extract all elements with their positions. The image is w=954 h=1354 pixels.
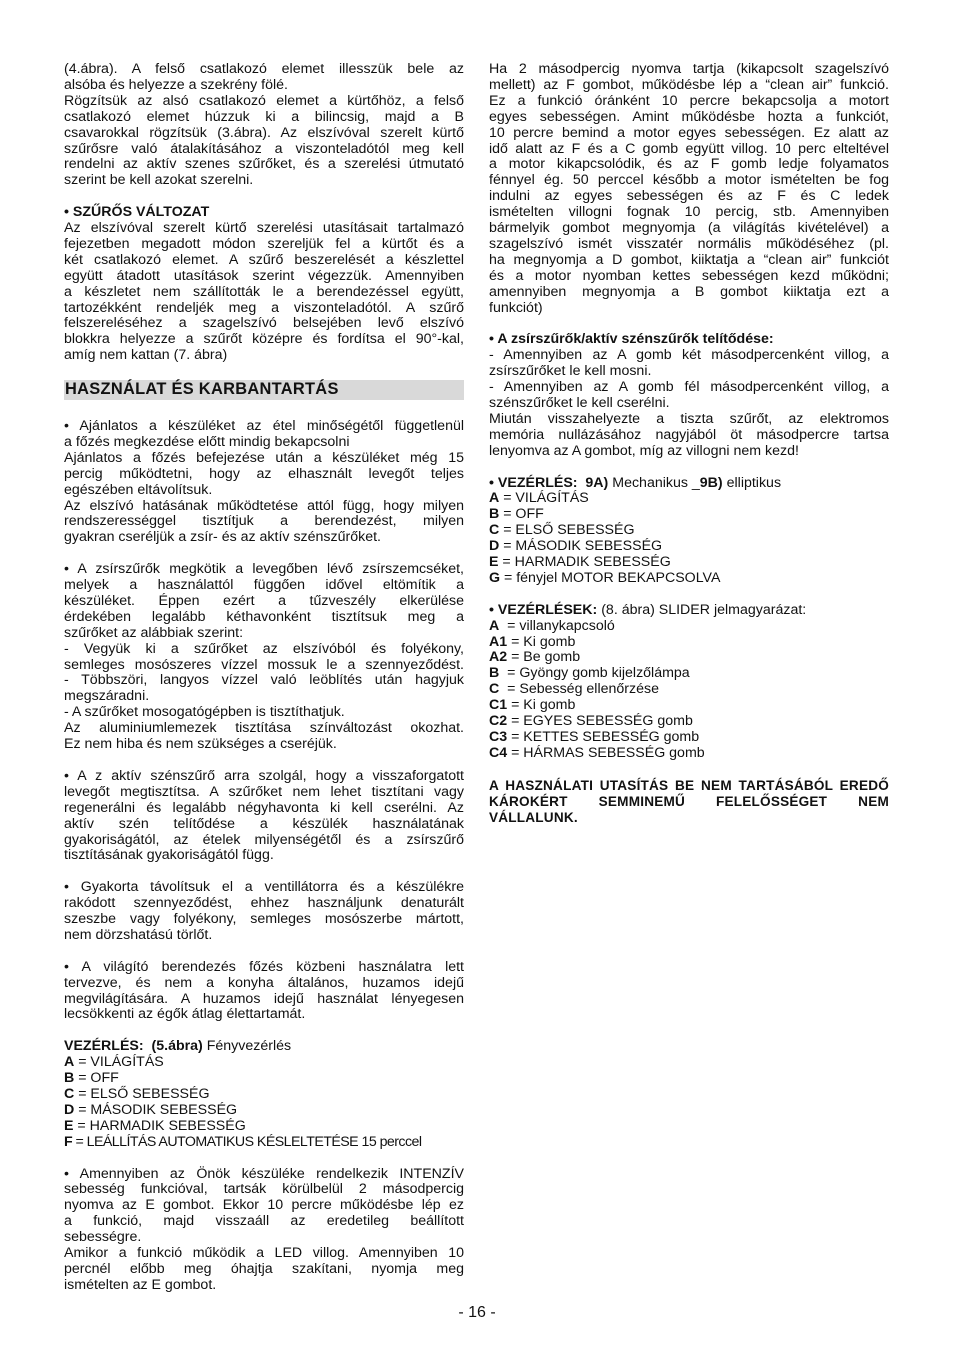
text-line: blokkra helyezze a szűrőt középre és fordítsa el 90°-kal,	[64, 331, 464, 348]
text-line: melyek a használattól függően idővel eltömítik a	[64, 577, 464, 594]
controls-label: • VEZÉRLÉS:	[489, 474, 578, 491]
text-line: A HASZNÁLATI UTASÍTÁS BE NEM TARTÁSÁBÓL EREDŐ	[489, 777, 889, 793]
text-line: megszáradni.	[64, 688, 150, 705]
text-line: aktív szén telítődése a készülék használatának	[64, 815, 464, 832]
text-line: VÁLLALUNK.	[489, 809, 578, 825]
control-key: B	[489, 506, 500, 523]
text-line: lecsökkenti az égők átlag élettartamát.	[64, 1006, 306, 1023]
control-value: = fényjel MOTOR BEKAPCSOLVA	[500, 569, 721, 586]
control-value: = VILÁGÍTÁS	[74, 1054, 164, 1071]
control-key: A2	[489, 649, 508, 666]
controls-desc: (8. ábra) SLIDER jelmagyarázat:	[601, 601, 807, 618]
paragraph-usage	[64, 419, 464, 546]
control-item	[489, 507, 889, 523]
text-line: és a motor nyomban kettes sebességen kezd működni;	[489, 267, 889, 284]
text-line: amennyiben megnyomja a B gombot kiiktatja ezt a	[489, 283, 889, 300]
text-line: fénnyel ég. 50 perccel később a motor ismételten be fog	[489, 172, 889, 189]
text-line: • A z aktív szénszűrő arra szolgál, hogy a visszaforgatott	[64, 767, 464, 784]
slider-title	[489, 603, 889, 619]
control-key: F	[64, 1133, 73, 1150]
paragraph-grease-filters	[64, 562, 464, 753]
text-line: - Amennyiben az A gomb fél másodpercenként villog, a	[489, 379, 889, 396]
slider-item	[489, 746, 889, 762]
paragraph-carbon-filter	[64, 769, 464, 864]
controls-label: • VEZÉRLÉSEK:	[489, 601, 598, 618]
text-line: levegőt megtisztítsa. A szűrőket nem lehet tisztítani vagy	[64, 783, 464, 800]
control-value: = villanykapcsoló	[499, 617, 615, 634]
text-line: gyakoriságától, az ételek milyenségétől és a zsírszűrő	[64, 831, 464, 848]
control-key: B	[64, 1070, 75, 1087]
text-line: ha megnyomja a D gombot, kiiktatja a “clean air” funkciót	[489, 251, 889, 268]
paragraph-clean-air	[489, 62, 889, 317]
control-value: = Ki gomb	[507, 697, 576, 714]
text-line: - Vegyük ki a szűrőket az elszívóból és folyékony,	[64, 640, 464, 657]
controls-label: VEZÉRLÉS:	[64, 1038, 144, 1055]
text-line: • A zsírszűrők megkötik a levegőben lévő zsírszemcséket,	[64, 561, 464, 578]
control-key: C	[489, 522, 500, 539]
control-key: C4	[489, 744, 508, 761]
controls-desc: Fényvezérlés	[206, 1038, 292, 1055]
paragraph-installation	[64, 62, 464, 189]
paragraph-filter-version	[64, 205, 464, 364]
text-line: Az aluminiumlemezek tisztítása színváltozást okozhat.	[64, 720, 464, 737]
text-line: csatlakozó elemet húzzuk ki a bilincsig, majd a B	[64, 108, 464, 125]
control-item	[489, 523, 889, 539]
control-item	[64, 1071, 464, 1087]
text-line: mellett) az F gombot, működésbe lép a “clean air” funkció.	[489, 76, 889, 93]
control-key: A1	[489, 633, 508, 650]
text-line: a főzés megkezdése előtt mindig bekapcsolni	[64, 433, 350, 450]
text-line: Ajánlatos a főzés befejezése után a készüléket még 15	[64, 449, 464, 466]
control-value: = ELSŐ SEBESSÉG	[499, 522, 635, 539]
text-line: alsóba és helyezze a szekrény fölé.	[64, 76, 288, 93]
text-line: nem dörzshatású törlőt.	[64, 926, 213, 943]
slider-item	[489, 698, 889, 714]
control-value: = HARMADIK SEBESSÉG	[73, 1117, 246, 1134]
text-line: rendszerességgel tisztítjuk a berendezést, milyen	[64, 513, 464, 530]
text-line: funkciót)	[489, 299, 543, 316]
text-line: Az elszívóval szerelt kürtő szerelési utasításait tartalmazó	[64, 220, 464, 237]
control-key: C	[489, 681, 500, 698]
paragraph-intensive	[64, 1167, 464, 1294]
text-line: • Ajánlatos a készüléket az étel minőségétől függetlenül	[64, 418, 464, 434]
control-key: C2	[489, 713, 508, 730]
control-value: = MÁSODIK SEBESSÉG	[74, 1101, 238, 1118]
slider-item	[489, 650, 889, 666]
controls-list-slider	[489, 603, 889, 762]
text-line: • A világító berendezés főzés közbeni használatra lett	[64, 958, 464, 975]
control-value: = Gyöngy gomb kijelzőlámpa	[499, 665, 690, 682]
subheading-filter-saturation: • A zsírszűrők/aktív szénszűrők telítődése:	[489, 331, 774, 348]
section-heading-use-maintenance: HASZNÁLAT ÉS KARBANTARTÁS	[64, 380, 464, 400]
control-key: C1	[489, 697, 508, 714]
control-value: = HARMADIK SEBESSÉG	[498, 554, 671, 571]
text-line: ismételten villogni fognak 10 percig, stb. Amennyiben	[489, 204, 889, 221]
slider-item	[489, 730, 889, 746]
control-key: D	[489, 538, 500, 555]
control-value: = EGYES SEBESSÉG gomb	[507, 713, 693, 730]
text-line: együtt átadott utasítások szerint végezzük. Amennyiben	[64, 267, 464, 284]
text-line: szűrőket az alábbiak szerint:	[64, 624, 244, 641]
control-item	[64, 1055, 464, 1071]
text-line: a készletet nem szállították le a berendezéssel együtt,	[64, 283, 464, 300]
text-line: sebességre.	[64, 1229, 142, 1246]
slider-item	[489, 682, 889, 698]
right-column	[489, 62, 889, 825]
text-line: idő alatt az F és a C gomb együtt villog. 10 perc elteltével	[489, 140, 889, 157]
controls-list-mechanical	[489, 476, 889, 587]
left-column	[64, 62, 464, 1294]
text-line: szénszűrőket le kell cserélni.	[489, 395, 670, 412]
page-number: - 16 -	[458, 1304, 496, 1321]
text-line: regenerálni és legalább négyhavonta ki kell cserélni. Az	[64, 799, 464, 816]
subheading-filter-version: • SZŰRŐS VÁLTOZAT	[64, 204, 210, 221]
control-item	[64, 1135, 464, 1151]
text-line: Ez nem hiba és nem szükséges a cseréjük.	[64, 736, 337, 753]
text-line: rendelni az aktív szenes szűrőket, és a szerelési útmutató	[64, 156, 464, 173]
controls-list-light	[64, 1039, 464, 1150]
text-line: rakódott szennyeződést, ehhez használjunk denaturált	[64, 895, 464, 912]
text-line: - Amennyiben az A gomb két másodpercenként villog, a	[489, 347, 889, 364]
control-value: = KETTES SEBESSÉG gomb	[507, 729, 700, 746]
text-line: tervezve, és nem a konyha általános, huzamos idejű	[64, 974, 464, 991]
control-item	[64, 1087, 464, 1103]
text-line: megvilágítására. A huzamos idejű használat lényegesen	[64, 990, 464, 1007]
paragraph-filter-saturation	[489, 332, 889, 459]
text-line: indulni az egyes sebességen és az F és C ledek	[489, 188, 889, 205]
control-item	[64, 1119, 464, 1135]
disclaimer	[489, 778, 889, 826]
text-line: ismételten az E gombot.	[64, 1276, 217, 1293]
control-value: = ELSŐ SEBESSÉG	[74, 1085, 210, 1102]
control-key: E	[64, 1117, 74, 1134]
slider-item	[489, 635, 889, 651]
control-value: = OFF	[499, 506, 544, 523]
control-key: G	[489, 569, 501, 586]
controls-desc: Mechanikus _	[612, 474, 700, 491]
controls-desc: elliptikus	[726, 474, 782, 491]
control-key: A	[64, 1054, 75, 1071]
text-line: tisztításának gyakoriságától függ.	[64, 847, 274, 864]
control-item	[64, 1103, 464, 1119]
control-value: = OFF	[74, 1070, 119, 1087]
text-line: Miután visszahelyezte a tiszta szűrőt, az elektromos	[489, 410, 889, 427]
control-key: A	[489, 617, 500, 634]
text-line: Ha 2 másodpercig nyomva tartja (kikapcsolt szagelszívó	[489, 61, 889, 77]
text-line: bármelyik gombot megnyomja (a világítás kivételével) a	[489, 220, 889, 237]
control-key: D	[64, 1101, 75, 1118]
control-key: C	[64, 1085, 75, 1102]
text-line: készüléket. Éppen ezért a tűzveszély elkerülése	[64, 592, 464, 609]
paragraph-lighting	[64, 960, 464, 1024]
text-line: • Amennyiben az Önök készüléke rendelkezik INTENZÍV	[64, 1165, 464, 1182]
text-line: nyomva az E gombot. Ekkor 10 percre működésbe lép ez	[64, 1197, 464, 1214]
control-item	[489, 491, 889, 507]
text-line: - A szűrőket mosogatógépben is tisztíthatjuk.	[64, 704, 345, 721]
slider-item	[489, 714, 889, 730]
text-line: lenyomva az A gombot, míg az villogni nem kezd!	[489, 442, 799, 459]
text-line: 10 percre bemind a motor egyes sebességen. Ez alatt az	[489, 124, 889, 141]
text-line: a motor kikapcsolódik, és az F gomb ledje folyamatos	[489, 156, 889, 173]
control-value: = MÁSODIK SEBESSÉG	[499, 538, 663, 555]
text-line: szűrősre való átalakításához a viszonteladótól meg kell	[64, 140, 464, 157]
text-line: semleges mosószeres vízzel mossuk le a szennyeződést.	[64, 656, 464, 673]
text-line: szerint be kell azokat szerelni.	[64, 172, 254, 189]
control-value: = HÁRMAS SEBESSÉG gomb	[507, 744, 705, 761]
controls-title	[64, 1039, 464, 1055]
control-key: E	[489, 554, 499, 571]
text-line: felszereléséhez a szagelszívó belsejében levő elszívó	[64, 315, 464, 332]
text-line: csavarokkal rögzítsük (3.ábra). Az elszívóval szerelt kürtő	[64, 124, 464, 141]
text-line: fejezetben megadott módon szereljük fel a kürtőt és a	[64, 235, 464, 252]
control-value: = Ki gomb	[507, 633, 576, 650]
text-line: Az elszívó hatás​ának működtetése attól függ, hogy milyen	[64, 497, 464, 514]
text-line: KÁROKÉRT SEMMINEMŰ FELELŐSSÉGET NEM	[489, 793, 889, 809]
figure-ref: 9B)	[699, 474, 723, 491]
control-value: = Be gomb	[507, 649, 581, 666]
text-line: amíg nem kattan (7. ábra)	[64, 347, 228, 364]
text-line: a funkció, majd visszaáll az eredetileg beállított	[64, 1213, 464, 1230]
text-line: Rögzítsük az alsó csatlakozó elemet a kürtőhöz, a felső	[64, 92, 464, 109]
paragraph-cleaning	[64, 880, 464, 944]
figure-ref: 9A)	[585, 474, 609, 491]
text-line: egészében eltávolítsuk.	[64, 481, 213, 498]
text-line: tartozékként rendeljék meg a viszonteladótól. A szűrő	[64, 299, 464, 316]
text-line: • Gyakorta távolítsuk el a ventillátorra és a készülékre	[64, 879, 464, 896]
control-key: A	[489, 490, 500, 507]
text-line: Ez a funkció óránként 10 percre bekapcsolja a motort	[489, 92, 889, 109]
control-value: = VILÁGÍTÁS	[499, 490, 589, 507]
text-line: szeszbe vagy folyékony, semleges mosószerbe mártott,	[64, 911, 464, 928]
text-line: Amikor a funkció működik a LED villog. Amennyiben 10	[64, 1245, 464, 1262]
text-line: zsírszűrőket le kell mosni.	[489, 363, 652, 380]
text-line: percnél előbb meg óhajtja szakítani, nyomja meg	[64, 1260, 464, 1277]
control-key: B	[489, 665, 500, 682]
text-line: - Többszöri, langyos vízzel való leöblítés után hagyjuk	[64, 672, 464, 689]
slider-item	[489, 666, 889, 682]
text-line: percig működtetni, hogy az elhasznált levegőt teljes	[64, 465, 464, 482]
figure-ref: (5.ábra)	[151, 1038, 203, 1055]
control-value: = Sebesség ellenőrzése	[499, 681, 659, 698]
control-key: C3	[489, 729, 508, 746]
slider-item	[489, 619, 889, 635]
text-line: memória nullázásához nagyjából öt másodpercre tartsa	[489, 426, 889, 443]
control-item	[489, 555, 889, 571]
text-line: érdekében legalább kéthavonként tisztítsuk meg a	[64, 608, 464, 625]
text-line: (4.ábra). A felső csatlakozó elemet illesszük bele az	[64, 61, 464, 77]
text-line: egyes sebességen. Amint működésbe hozta a funkciót,	[489, 108, 889, 125]
text-line: két csatlakozó elemet. A szűrő beszerelését a készlettel	[64, 251, 464, 268]
text-line: gyakran cseréljük a zsír- és az aktív szénszűrőket.	[64, 529, 381, 546]
control-item	[489, 571, 889, 587]
text-line: sebesség funkcióval, tartsák körülbelül 2 másodpercig	[64, 1181, 464, 1198]
control-value: = LEÁLLÍTÁS AUTOMATIKUS KÉSLELTETÉSE 15 perccel	[72, 1133, 422, 1150]
text-line: szagelszívó ismét visszatér normális működéséhez (pl.	[489, 235, 889, 252]
control-item	[489, 539, 889, 555]
